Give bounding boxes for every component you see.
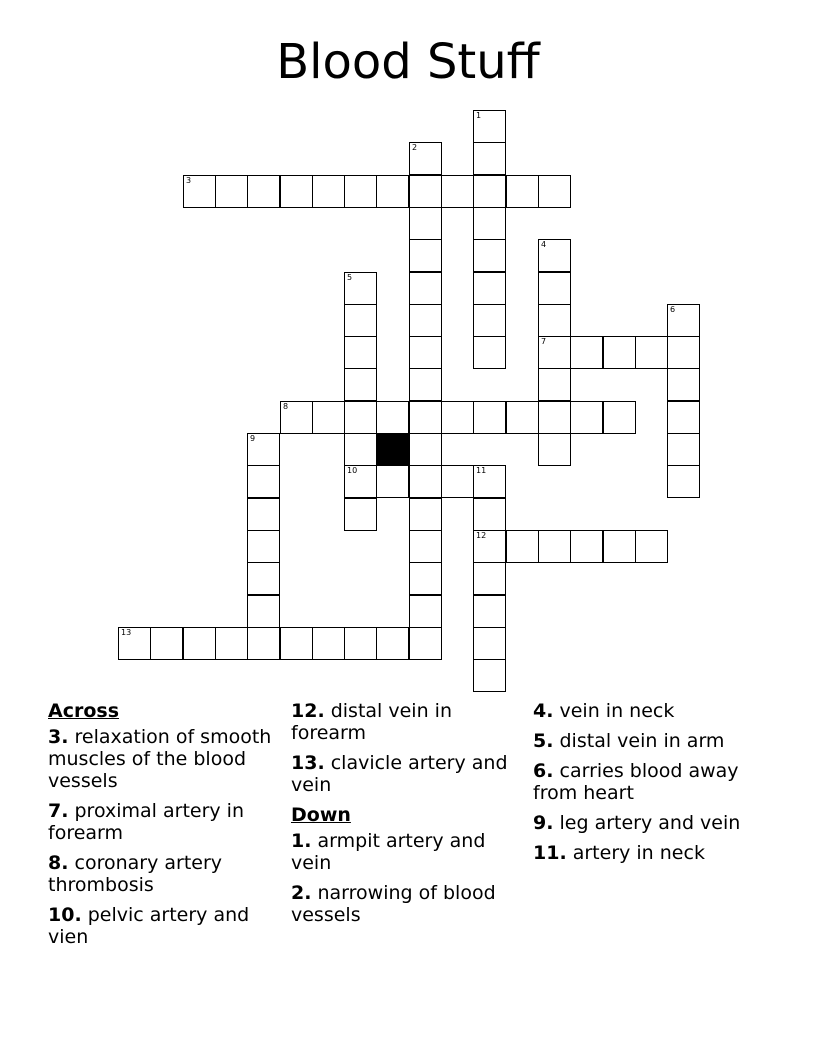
grid-cell[interactable] <box>409 595 442 628</box>
clue-label-number: 7. <box>48 800 69 822</box>
clue-number: 7 <box>541 337 547 346</box>
grid-cell[interactable] <box>473 336 506 369</box>
clue-text: narrowing of blood vessels <box>291 882 496 926</box>
grid-cell[interactable] <box>409 433 442 466</box>
grid-cell[interactable] <box>538 401 571 434</box>
grid-cell[interactable] <box>473 239 506 272</box>
grid-cell[interactable] <box>667 465 700 498</box>
clue-text: armpit artery and vein <box>291 830 486 874</box>
grid-cell[interactable] <box>280 627 313 660</box>
clues-column-1 <box>48 700 284 956</box>
grid-cell[interactable] <box>247 433 280 466</box>
grid-cell[interactable] <box>603 530 636 563</box>
grid-cell[interactable] <box>409 562 442 595</box>
grid-cell[interactable] <box>312 401 345 434</box>
grid-cell[interactable] <box>667 368 700 401</box>
grid-cell[interactable] <box>538 175 571 208</box>
clue-label-number: 4. <box>533 700 554 722</box>
grid-cell[interactable] <box>344 498 377 531</box>
grid-cell[interactable] <box>473 304 506 337</box>
grid-cell[interactable] <box>376 401 409 434</box>
grid-cell[interactable] <box>473 498 506 531</box>
grid-cell[interactable] <box>441 175 474 208</box>
clues-column-3 <box>533 700 769 872</box>
grid-cell[interactable] <box>409 627 442 660</box>
grid-cell[interactable] <box>118 627 151 660</box>
clue-label-number: 11. <box>533 842 567 864</box>
clue-item <box>533 842 769 864</box>
clue-item <box>291 700 527 744</box>
clue-heading: Across <box>48 700 120 722</box>
clue-label-number: 13. <box>291 752 325 774</box>
grid-cell[interactable] <box>603 336 636 369</box>
grid-cell[interactable] <box>667 336 700 369</box>
grid-cell[interactable] <box>312 627 345 660</box>
grid-cell[interactable] <box>344 465 377 498</box>
grid-cell[interactable] <box>473 110 506 143</box>
grid-cell[interactable] <box>409 304 442 337</box>
clue-number: 4 <box>541 240 547 249</box>
clue-text: distal vein in forearm <box>291 700 452 744</box>
grid-cell[interactable] <box>183 175 216 208</box>
grid-cell[interactable] <box>473 627 506 660</box>
grid-cell[interactable] <box>635 336 668 369</box>
grid-cell[interactable] <box>473 207 506 240</box>
grid-cell[interactable] <box>247 498 280 531</box>
grid-cell[interactable] <box>538 530 571 563</box>
grid-cell[interactable] <box>409 142 442 175</box>
grid-cell[interactable] <box>376 175 409 208</box>
grid-cell[interactable] <box>570 401 603 434</box>
grid-cell[interactable] <box>376 627 409 660</box>
grid-cell[interactable] <box>409 530 442 563</box>
puzzle-title: Blood Stuff <box>276 34 540 90</box>
grid-cell[interactable] <box>409 239 442 272</box>
clue-item <box>533 760 769 804</box>
grid-cell[interactable] <box>441 465 474 498</box>
grid-cell[interactable] <box>506 175 539 208</box>
grid-cell[interactable] <box>344 304 377 337</box>
clue-label-number: 2. <box>291 882 312 904</box>
clue-number: 2 <box>412 143 418 152</box>
grid-cell[interactable] <box>409 272 442 305</box>
grid-cell[interactable] <box>473 659 506 692</box>
clue-heading: Down <box>291 804 351 826</box>
grid-cell[interactable] <box>473 142 506 175</box>
clue-text: coronary artery thrombosis <box>48 852 223 896</box>
clue-label-number: 12. <box>291 700 325 722</box>
clue-number: 5 <box>347 273 353 282</box>
grid-cell[interactable] <box>538 433 571 466</box>
clue-text: clavicle artery and vein <box>291 752 508 796</box>
grid-cell[interactable] <box>506 530 539 563</box>
grid-cell[interactable] <box>409 401 442 434</box>
grid-cell[interactable] <box>247 562 280 595</box>
clue-text: leg artery and vein <box>559 812 741 834</box>
grid-cell[interactable] <box>473 401 506 434</box>
grid-cell[interactable] <box>247 175 280 208</box>
clue-text: carries blood away from heart <box>533 760 739 804</box>
grid-cell[interactable] <box>473 465 506 498</box>
clue-label-number: 1. <box>291 830 312 852</box>
clue-item <box>533 700 769 722</box>
clue-item <box>291 882 527 926</box>
blocked-cell <box>376 433 409 466</box>
grid-cell[interactable] <box>538 368 571 401</box>
clue-item <box>291 752 527 796</box>
clue-text: distal vein in arm <box>559 730 725 752</box>
clue-number: 12 <box>476 531 487 540</box>
grid-cell[interactable] <box>344 272 377 305</box>
grid-cell[interactable] <box>344 433 377 466</box>
grid-cell[interactable] <box>183 627 216 660</box>
clue-number: 1 <box>476 111 482 120</box>
clue-text: proximal artery in forearm <box>48 800 244 844</box>
clue-number: 11 <box>476 466 487 475</box>
grid-cell[interactable] <box>473 175 506 208</box>
grid-cell[interactable] <box>215 627 248 660</box>
grid-cell[interactable] <box>667 401 700 434</box>
clue-text: relaxation of smooth muscles of the blood vessels <box>48 726 272 792</box>
clue-item <box>533 812 769 834</box>
clue-item <box>48 726 284 792</box>
grid-cell[interactable] <box>570 530 603 563</box>
clues-column-2 <box>291 700 527 934</box>
grid-cell[interactable] <box>603 401 636 434</box>
grid-cell[interactable] <box>150 627 183 660</box>
grid-cell[interactable] <box>409 498 442 531</box>
grid-cell[interactable] <box>538 239 571 272</box>
grid-cell[interactable] <box>344 401 377 434</box>
grid-cell[interactable] <box>570 336 603 369</box>
grid-cell[interactable] <box>506 401 539 434</box>
grid-cell[interactable] <box>247 627 280 660</box>
clue-item <box>291 830 527 874</box>
clue-number: 10 <box>347 466 358 475</box>
grid-cell[interactable] <box>538 272 571 305</box>
clue-label-number: 10. <box>48 904 82 926</box>
clue-item <box>48 800 284 844</box>
grid-cell[interactable] <box>344 368 377 401</box>
clue-text: vein in neck <box>559 700 675 722</box>
clue-number: 9 <box>250 434 256 443</box>
clue-number: 6 <box>670 305 676 314</box>
clue-label-number: 6. <box>533 760 554 782</box>
grid-cell[interactable] <box>409 207 442 240</box>
grid-cell[interactable] <box>344 336 377 369</box>
clue-text: pelvic artery and vien <box>48 904 250 948</box>
clue-number: 13 <box>121 628 132 637</box>
clue-label-number: 5. <box>533 730 554 752</box>
grid-cell[interactable] <box>635 530 668 563</box>
grid-cell[interactable] <box>409 465 442 498</box>
grid-cell[interactable] <box>247 465 280 498</box>
clue-label-number: 9. <box>533 812 554 834</box>
clue-item <box>533 730 769 752</box>
clue-label-number: 3. <box>48 726 69 748</box>
grid-cell[interactable] <box>280 175 313 208</box>
grid-cell[interactable] <box>473 562 506 595</box>
grid-cell[interactable] <box>344 627 377 660</box>
clue-item <box>48 852 284 896</box>
grid-cell[interactable] <box>247 530 280 563</box>
grid-cell[interactable] <box>473 595 506 628</box>
clue-label-number: 8. <box>48 852 69 874</box>
grid-cell[interactable] <box>312 175 345 208</box>
clue-item <box>48 904 284 948</box>
grid-cell[interactable] <box>409 175 442 208</box>
grid-cell[interactable] <box>247 595 280 628</box>
grid-cell[interactable] <box>667 304 700 337</box>
grid-cell[interactable] <box>473 272 506 305</box>
clue-number: 8 <box>283 402 289 411</box>
grid-cell[interactable] <box>409 368 442 401</box>
grid-cell[interactable] <box>538 304 571 337</box>
grid-cell[interactable] <box>538 336 571 369</box>
grid-cell[interactable] <box>344 175 377 208</box>
grid-cell[interactable] <box>409 336 442 369</box>
grid-cell[interactable] <box>215 175 248 208</box>
grid-cell[interactable] <box>376 465 409 498</box>
grid-cell[interactable] <box>667 433 700 466</box>
grid-cell[interactable] <box>441 401 474 434</box>
clue-number: 3 <box>186 176 192 185</box>
clue-text: artery in neck <box>572 842 705 864</box>
grid-cell[interactable] <box>280 401 313 434</box>
grid-cell[interactable] <box>473 530 506 563</box>
